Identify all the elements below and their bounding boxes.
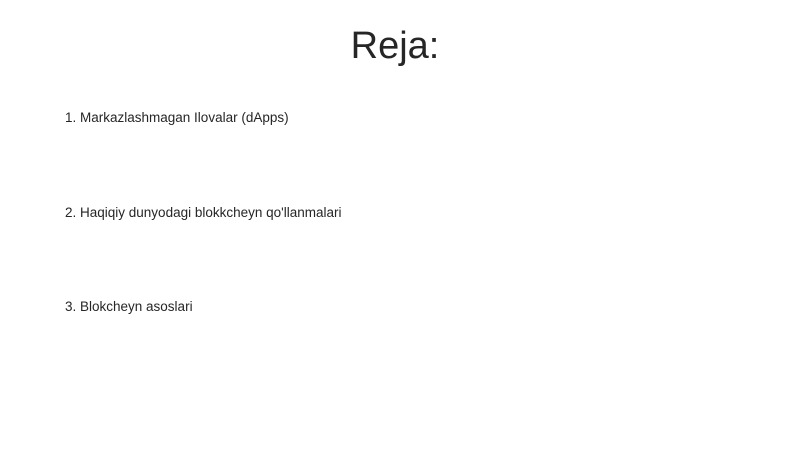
agenda-item-blokkcheyn-qollanmalari: 2. Haqiqiy dunyodagi blokkcheyn qo'llanmalari [65,205,342,220]
agenda-item-markazlashmagan-ilovalar: 1. Markazlashmagan Ilovalar (dApps) [65,110,289,125]
agenda-item-blokcheyn-asoslari: 3. Blokcheyn asoslari [65,299,193,314]
slide-title: Reja: [350,25,440,67]
